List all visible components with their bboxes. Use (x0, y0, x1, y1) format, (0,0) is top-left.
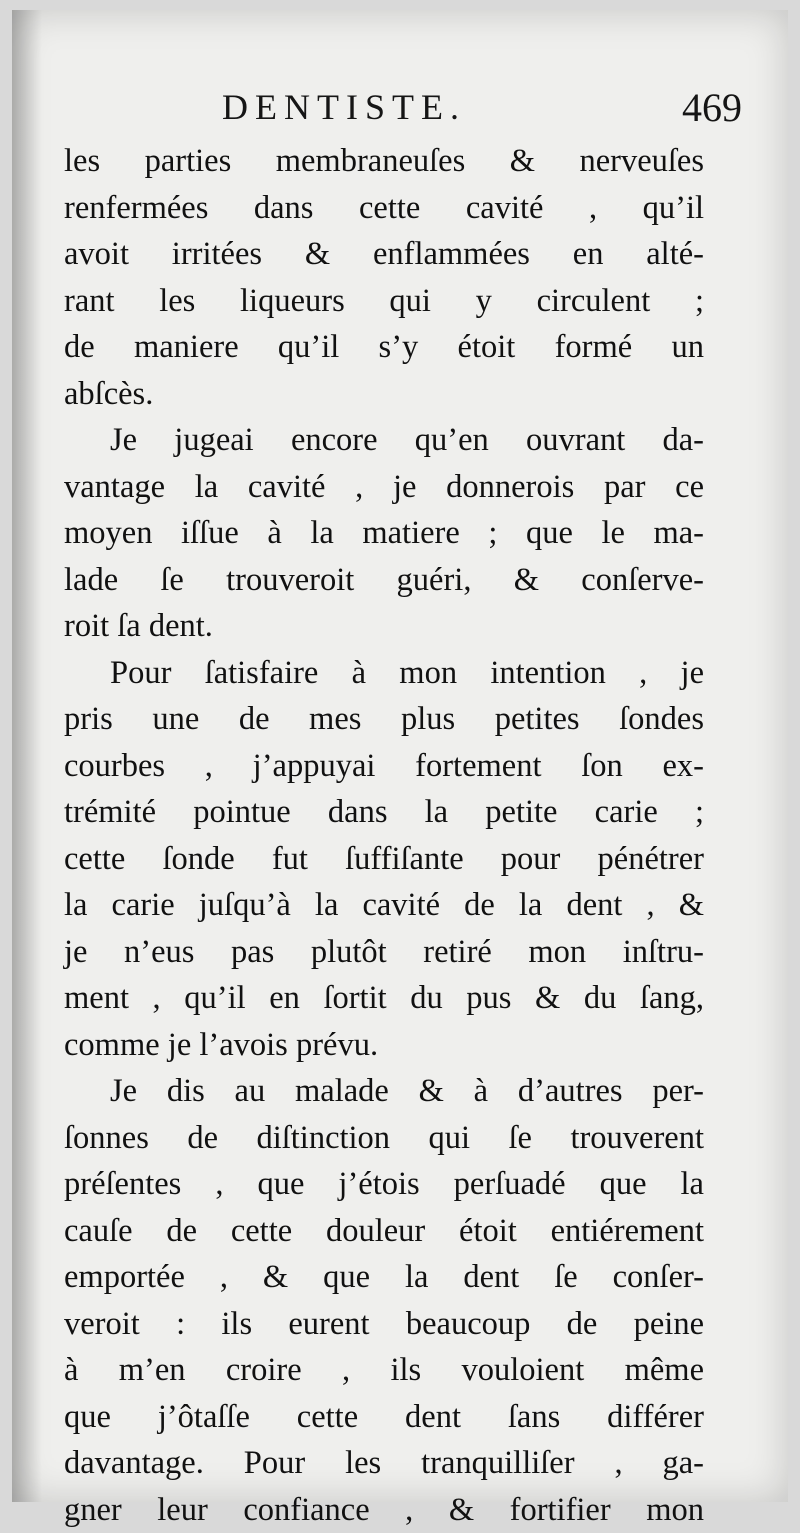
text-line: gner leur confiance , & fortifier mon (64, 1487, 704, 1533)
text-line: emportée , & que la dent ſe conſer- (64, 1254, 704, 1301)
text-line: à m’en croire , ils vouloient même (64, 1347, 704, 1394)
text-line: préſentes , que j’étois perſuadé que la (64, 1161, 704, 1208)
text-line: trémité pointue dans la petite carie ; (64, 789, 704, 836)
text-line: pris une de mes plus petites ſondes (64, 696, 704, 743)
text-line: je n’eus pas plutôt retiré mon inſtru- (64, 929, 704, 976)
text-line: renfermées dans cette cavité , qu’il (64, 185, 704, 232)
text-line: cette ſonde fut ſuffiſante pour pénétrer (64, 836, 704, 883)
text-line: rant les liqueurs qui y circulent ; (64, 278, 704, 325)
text-line: cauſe de cette douleur étoit entiérement (64, 1208, 704, 1255)
text-line: les parties membraneuſes & nerveuſes (64, 138, 704, 185)
text-line: lade ſe trouveroit guéri, & conſerve- (64, 557, 704, 604)
text-line: roit ſa dent. (64, 603, 704, 650)
text-line: de maniere qu’il s’y étoit formé un (64, 324, 704, 371)
text-line: que j’ôtaſſe cette dent ſans différer (64, 1394, 704, 1441)
page-number: 469 (682, 84, 742, 131)
text-line: vantage la cavité , je donnerois par ce (64, 464, 704, 511)
running-head: DENTISTE. (222, 86, 466, 128)
text-line: davantage. Pour les tranquilliſer , ga- (64, 1440, 704, 1487)
text-line: ment , qu’il en ſortit du pus & du ſang, (64, 975, 704, 1022)
page-header (222, 86, 742, 136)
text-line: veroit : ils eurent beaucoup de peine (64, 1301, 704, 1348)
book-page (12, 10, 788, 1502)
text-line: moyen iſſue à la matiere ; que le ma- (64, 510, 704, 557)
body-text (64, 138, 704, 1533)
text-line: courbes , j’appuyai fortement ſon ex- (64, 743, 704, 790)
text-line: la carie juſqu’à la cavité de la dent , & (64, 882, 704, 929)
text-line: Je dis au malade & à d’autres per- (64, 1068, 704, 1115)
text-line: Je jugeai encore qu’en ouvrant da- (64, 417, 704, 464)
text-line: Pour ſatisfaire à mon intention , je (64, 650, 704, 697)
page-gutter-shadow (12, 10, 42, 1502)
text-line: avoit irritées & enflammées en alté- (64, 231, 704, 278)
text-line: ſonnes de diſtinction qui ſe trouverent (64, 1115, 704, 1162)
text-line: comme je l’avois prévu. (64, 1022, 704, 1069)
text-line: abſcès. (64, 371, 704, 418)
